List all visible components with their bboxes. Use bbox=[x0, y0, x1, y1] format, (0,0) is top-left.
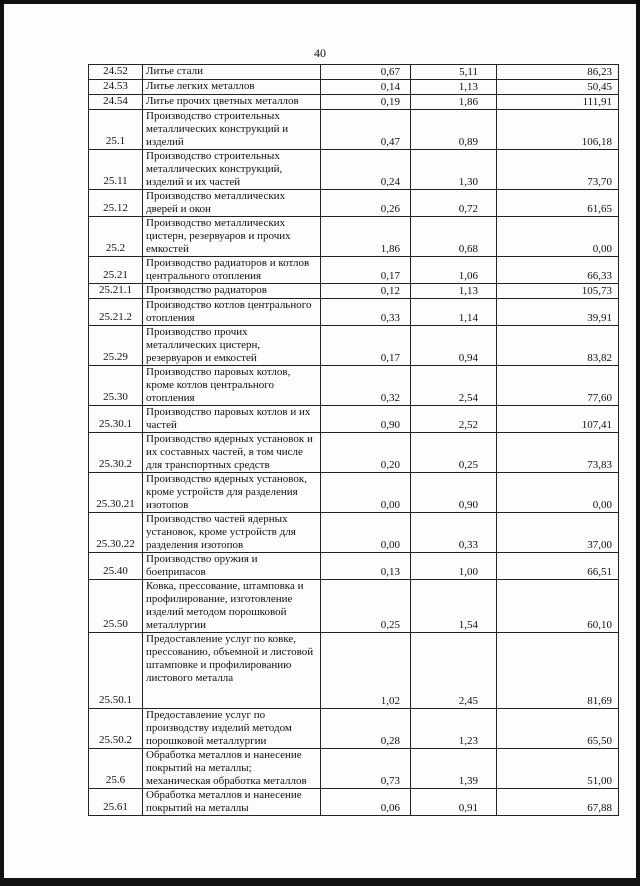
row-value-2: 0,91 bbox=[411, 789, 497, 816]
row-name: Обработка металлов и нанесение покрытий на металлы; механическая обработка металлов bbox=[143, 749, 321, 789]
scan-border-top bbox=[0, 0, 640, 4]
row-name: Производство радиаторов и котлов центрального отопления bbox=[143, 257, 321, 284]
row-value-1: 1,86 bbox=[321, 217, 411, 257]
row-code: 25.21 bbox=[89, 257, 143, 284]
row-name: Производство паровых котлов и их частей bbox=[143, 406, 321, 433]
row-value-3: 77,60 bbox=[497, 366, 619, 406]
row-value-3: 83,82 bbox=[497, 326, 619, 366]
row-code: 25.30.21 bbox=[89, 473, 143, 513]
row-name: Производство строительных металлических конструкций, изделий и их частей bbox=[143, 150, 321, 190]
table-row bbox=[89, 299, 619, 326]
row-name: Предоставление услуг по ковке, прессованию, объемной и листовой штамповке и профилированию листового металла bbox=[143, 633, 321, 709]
row-value-1: 0,32 bbox=[321, 366, 411, 406]
row-value-2: 0,94 bbox=[411, 326, 497, 366]
table-row bbox=[89, 217, 619, 257]
row-code: 25.50 bbox=[89, 580, 143, 633]
row-value-2: 0,72 bbox=[411, 190, 497, 217]
row-value-2: 2,54 bbox=[411, 366, 497, 406]
scan-border-left bbox=[0, 0, 4, 886]
row-name: Производство частей ядерных установок, кроме устройств для разделения изотопов bbox=[143, 513, 321, 553]
row-code: 25.29 bbox=[89, 326, 143, 366]
row-value-1: 0,06 bbox=[321, 789, 411, 816]
row-code: 24.52 bbox=[89, 65, 143, 80]
row-value-1: 0,00 bbox=[321, 473, 411, 513]
row-value-1: 0,25 bbox=[321, 580, 411, 633]
row-value-3: 106,18 bbox=[497, 110, 619, 150]
data-table bbox=[88, 64, 619, 816]
table-row bbox=[89, 406, 619, 433]
row-value-3: 39,91 bbox=[497, 299, 619, 326]
row-value-1: 0,24 bbox=[321, 150, 411, 190]
row-code: 25.30.22 bbox=[89, 513, 143, 553]
table-row bbox=[89, 110, 619, 150]
row-value-3: 61,65 bbox=[497, 190, 619, 217]
row-name: Производство ядерных установок, кроме устройств для разделения изотопов bbox=[143, 473, 321, 513]
row-name: Производство паровых котлов, кроме котлов центрального отопления bbox=[143, 366, 321, 406]
row-value-2: 1,23 bbox=[411, 709, 497, 749]
row-value-1: 0,14 bbox=[321, 80, 411, 95]
row-value-1: 0,13 bbox=[321, 553, 411, 580]
row-name: Ковка, прессование, штамповка и профилирование, изготовление изделий методом порошковой металлургии bbox=[143, 580, 321, 633]
row-value-2: 1,30 bbox=[411, 150, 497, 190]
table-row bbox=[89, 433, 619, 473]
row-code: 25.21.1 bbox=[89, 284, 143, 299]
row-code: 25.40 bbox=[89, 553, 143, 580]
table-row bbox=[89, 284, 619, 299]
row-value-2: 1,54 bbox=[411, 580, 497, 633]
row-value-2: 0,68 bbox=[411, 217, 497, 257]
table-row bbox=[89, 65, 619, 80]
row-code: 24.53 bbox=[89, 80, 143, 95]
row-value-1: 0,19 bbox=[321, 95, 411, 110]
row-value-1: 0,73 bbox=[321, 749, 411, 789]
row-value-3: 81,69 bbox=[497, 633, 619, 709]
row-value-3: 51,00 bbox=[497, 749, 619, 789]
row-value-3: 86,23 bbox=[497, 65, 619, 80]
row-name: Производство ядерных установок и их составных частей, в том числе для транспортных средств bbox=[143, 433, 321, 473]
table-row bbox=[89, 789, 619, 816]
row-name: Производство прочих металлических цистерн, резервуаров и емкостей bbox=[143, 326, 321, 366]
row-value-3: 0,00 bbox=[497, 217, 619, 257]
row-value-1: 0,26 bbox=[321, 190, 411, 217]
row-value-2: 2,45 bbox=[411, 633, 497, 709]
table-row bbox=[89, 190, 619, 217]
row-value-2: 2,52 bbox=[411, 406, 497, 433]
row-value-2: 1,00 bbox=[411, 553, 497, 580]
row-code: 25.6 bbox=[89, 749, 143, 789]
row-value-3: 67,88 bbox=[497, 789, 619, 816]
row-name: Производство металлических дверей и окон bbox=[143, 190, 321, 217]
row-value-2: 0,90 bbox=[411, 473, 497, 513]
row-value-2: 0,33 bbox=[411, 513, 497, 553]
row-code: 25.11 bbox=[89, 150, 143, 190]
row-value-3: 60,10 bbox=[497, 580, 619, 633]
row-value-1: 0,20 bbox=[321, 433, 411, 473]
scan-border-bottom bbox=[0, 878, 640, 886]
row-value-2: 1,39 bbox=[411, 749, 497, 789]
row-name: Литье стали bbox=[143, 65, 321, 80]
row-value-1: 0,90 bbox=[321, 406, 411, 433]
row-code: 25.30.2 bbox=[89, 433, 143, 473]
table-row bbox=[89, 580, 619, 633]
table-row bbox=[89, 749, 619, 789]
table-row bbox=[89, 633, 619, 709]
row-value-3: 73,70 bbox=[497, 150, 619, 190]
row-value-3: 37,00 bbox=[497, 513, 619, 553]
row-name: Обработка металлов и нанесение покрытий на металлы bbox=[143, 789, 321, 816]
row-name: Литье легких металлов bbox=[143, 80, 321, 95]
row-value-2: 1,14 bbox=[411, 299, 497, 326]
row-value-3: 73,83 bbox=[497, 433, 619, 473]
row-value-3: 50,45 bbox=[497, 80, 619, 95]
row-name: Литье прочих цветных металлов bbox=[143, 95, 321, 110]
row-value-3: 107,41 bbox=[497, 406, 619, 433]
row-value-1: 0,17 bbox=[321, 257, 411, 284]
table-row bbox=[89, 80, 619, 95]
table-body bbox=[89, 65, 619, 816]
row-code: 25.50.2 bbox=[89, 709, 143, 749]
row-value-1: 0,33 bbox=[321, 299, 411, 326]
table-row bbox=[89, 257, 619, 284]
table-row bbox=[89, 326, 619, 366]
row-code: 25.21.2 bbox=[89, 299, 143, 326]
row-code: 25.12 bbox=[89, 190, 143, 217]
row-name: Предоставление услуг по производству изделий методом порошковой металлургии bbox=[143, 709, 321, 749]
row-value-2: 1,86 bbox=[411, 95, 497, 110]
row-name: Производство оружия и боеприпасов bbox=[143, 553, 321, 580]
table-row bbox=[89, 366, 619, 406]
row-value-1: 1,02 bbox=[321, 633, 411, 709]
row-code: 25.61 bbox=[89, 789, 143, 816]
row-value-2: 5,11 bbox=[411, 65, 497, 80]
row-value-2: 0,89 bbox=[411, 110, 497, 150]
row-value-2: 1,13 bbox=[411, 80, 497, 95]
row-name: Производство радиаторов bbox=[143, 284, 321, 299]
row-code: 25.50.1 bbox=[89, 633, 143, 709]
scan-border-right bbox=[636, 0, 640, 886]
table-row bbox=[89, 95, 619, 110]
row-name: Производство котлов центрального отопления bbox=[143, 299, 321, 326]
row-value-2: 0,25 bbox=[411, 433, 497, 473]
row-value-1: 0,67 bbox=[321, 65, 411, 80]
row-value-1: 0,17 bbox=[321, 326, 411, 366]
page-number: 40 bbox=[314, 46, 326, 60]
row-value-3: 105,73 bbox=[497, 284, 619, 299]
row-value-2: 1,13 bbox=[411, 284, 497, 299]
row-value-3: 66,51 bbox=[497, 553, 619, 580]
row-code: 24.54 bbox=[89, 95, 143, 110]
table-row bbox=[89, 553, 619, 580]
table-row bbox=[89, 709, 619, 749]
table-row bbox=[89, 150, 619, 190]
row-value-2: 1,06 bbox=[411, 257, 497, 284]
row-value-1: 0,47 bbox=[321, 110, 411, 150]
row-value-1: 0,00 bbox=[321, 513, 411, 553]
row-value-1: 0,12 bbox=[321, 284, 411, 299]
row-code: 25.30.1 bbox=[89, 406, 143, 433]
row-code: 25.30 bbox=[89, 366, 143, 406]
row-code: 25.1 bbox=[89, 110, 143, 150]
row-value-3: 111,91 bbox=[497, 95, 619, 110]
table-row bbox=[89, 473, 619, 513]
row-value-3: 0,00 bbox=[497, 473, 619, 513]
table-row bbox=[89, 513, 619, 553]
row-code: 25.2 bbox=[89, 217, 143, 257]
row-name: Производство строительных металлических конструкций и изделий bbox=[143, 110, 321, 150]
row-value-3: 66,33 bbox=[497, 257, 619, 284]
row-value-3: 65,50 bbox=[497, 709, 619, 749]
row-name: Производство металлических цистерн, резервуаров и прочих емкостей bbox=[143, 217, 321, 257]
row-value-1: 0,28 bbox=[321, 709, 411, 749]
